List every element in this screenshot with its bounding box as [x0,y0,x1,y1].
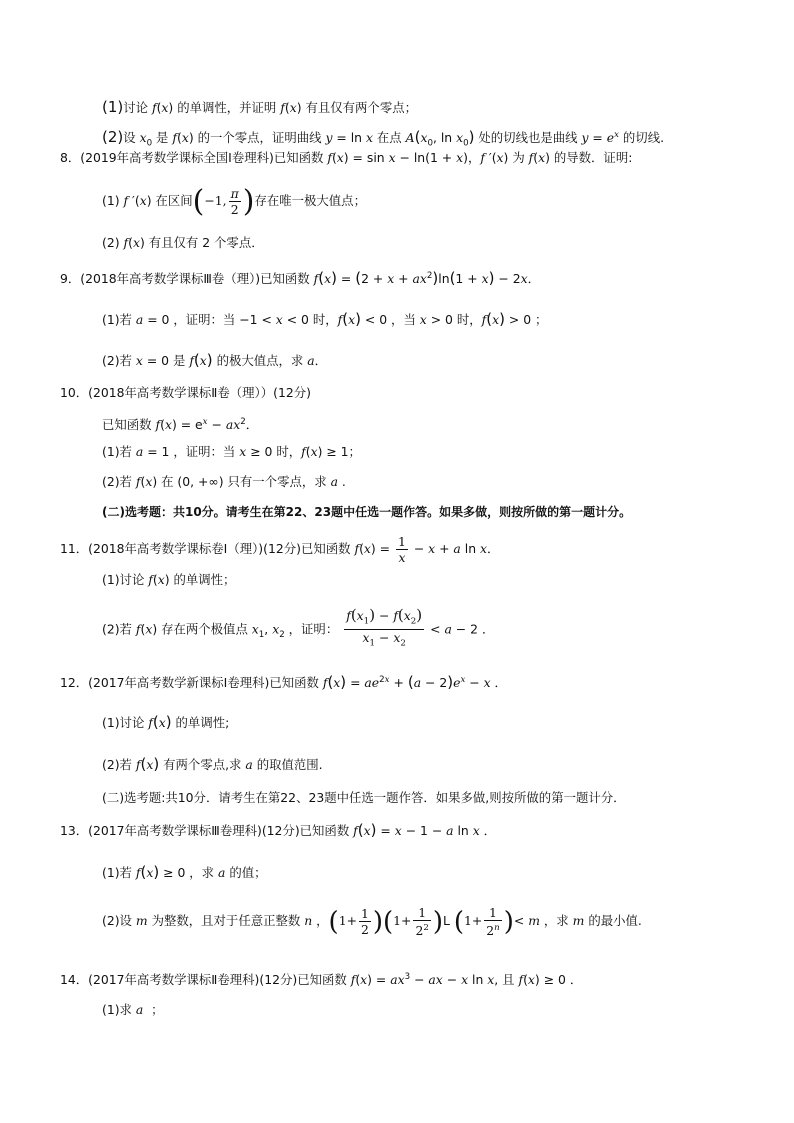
problem-14-header: 14．(2017年高考数学课标Ⅱ卷理科)(12分)已知函数 $f(x) = ax^3$ − ax − x ln x, 且 f(x) ≥ 0 ． [60,972,583,988]
problem-10-source: (2018年高考数学课标Ⅱ卷（理））(12分) [88,385,311,400]
elective-notice-2: (二)选考题:共10分．请考生在第22、23题中任选一题作答．如果多做,则按所做的第一题计分． [102,790,626,805]
problem-10-part-2: (2)若 f(x) 在 (0, +∞) 只有一个零点，求 a . [102,474,346,489]
problem-8-header: 8．(2019年高考数学课标全国Ⅰ卷理科)已知函数 f(x) = sin x − ln(1 + x)，f ′(x) 为 f(x) 的导数．证明: [60,150,633,165]
problem-10-part-1: (1)若 a = 1 ，证明：当 x ≥ 0 时，f(x) ≥ 1； [102,444,361,459]
problem-12-source: (2017年高考数学新课标Ⅰ卷理科) [88,675,270,691]
problem-8-number: 8． [60,150,81,165]
problem-10-stem: 已知函数 $f(x) = e^x - ax^2$． [102,417,259,433]
problem-13-header: 13．(2017年高考数学课标Ⅲ卷理科)(12分)已知函数 f(x) = x − 1 − a ln x ． [60,821,497,839]
problem-10-number: 10． [60,385,89,400]
problem-11-header: 11．(2018年高考数学课标卷Ⅰ（理）)(12分)已知函数 f(x) = $\frac{1}{x}$ − x + a ln x． [60,534,500,565]
problem-11-part-2: (2)若 f(x) 存在两个极值点 $x_1$, $x_2$ ，证明： $\frac{f(x_1) - f(x_2)}{x_1 - x_2}$ < a − 2 ． [102,608,494,652]
problem-12-part-2: (2)若 f(x) 有两个零点,求 a 的取值范围. [102,755,323,773]
problem-9-part-2: (2)若 x = 0 是 f(x) 的极大值点，求 a． [102,351,328,369]
problem-14-source: (2017年高考数学课标Ⅱ卷理科)(12分) [88,972,298,988]
problem-9-number: 9． [60,271,81,287]
problem-7-part-2: (2)设 $x_0$ 是 f(x) 的一个零点，证明曲线 y = ln x 在点 $A(x_0$, $\ln x_0$) 处的切线也是曲线 $y = e^x$ 的切线. [102,128,665,149]
problem-8-part-2: (2) f(x) 有且仅有 2 个零点． [102,235,264,250]
problem-11-number: 11． [60,541,89,556]
problem-13-part-2: (2)设 m 为整数，且对于任意正整数 n ，(1+ $\frac{1}{2}$ )(1+ $\frac{1}{2^2}$ )L (1+ $\frac{1}{2^n}$ )< m ，求 m 的最小值. [102,904,642,939]
problem-10-header [60,383,311,403]
elective-notice-1: (二)选考题：共10分。请考生在第22、23题中任选一题作答。如果多做，则按所做的第一题计分。 [102,505,632,519]
problem-9-source: (2018年高考数学课标Ⅲ卷（理）) [80,271,261,287]
problem-12-part-1: (1)讨论 f(x) 的单调性; [102,713,230,731]
problem-8-source: (2019年高考数学课标全国Ⅰ卷理科) [80,150,274,165]
problem-12-number: 12． [60,675,89,691]
problem-8-part-1: (1) f ′(x) 在区间(−1, $\frac{\pi}{2}$ )存在唯一极大值点； [102,183,366,219]
problem-13-source: (2017年高考数学课标Ⅲ卷理科)(12分) [88,823,300,838]
problem-14-part-1: (1)求 a ； [102,1002,164,1017]
problem-9-header: 9．(2018年高考数学课标Ⅲ卷（理）)已知函数 $f(x) = (2 + x + ax^2)\ln(1 + x) - 2x$． [60,269,540,288]
problem-7-part-1: (1)讨论 f(x) 的单调性，并证明 f(x) 有且仅有两个零点； [102,98,417,116]
problem-12-header: 12．(2017年高考数学新课标Ⅰ卷理科)已知函数 $f(x) = ae^{2x} + (a - 2)e^x - x$ ． [60,673,507,692]
problem-9-part-1: (1)若 a = 0 ，证明：当 −1 < x < 0 时，f(x) < 0 ，当 x > 0 时，f(x) > 0 ； [102,310,548,328]
problem-11-part-1: (1)讨论 f(x) 的单调性； [102,572,236,587]
problem-14-number: 14． [60,972,89,988]
problem-13-number: 13． [60,823,89,838]
problem-11-source: (2018年高考数学课标卷Ⅰ（理）)(12分) [88,541,301,556]
problem-13-part-1: (1)若 f(x) ≥ 0 ，求 a 的值； [102,863,267,881]
